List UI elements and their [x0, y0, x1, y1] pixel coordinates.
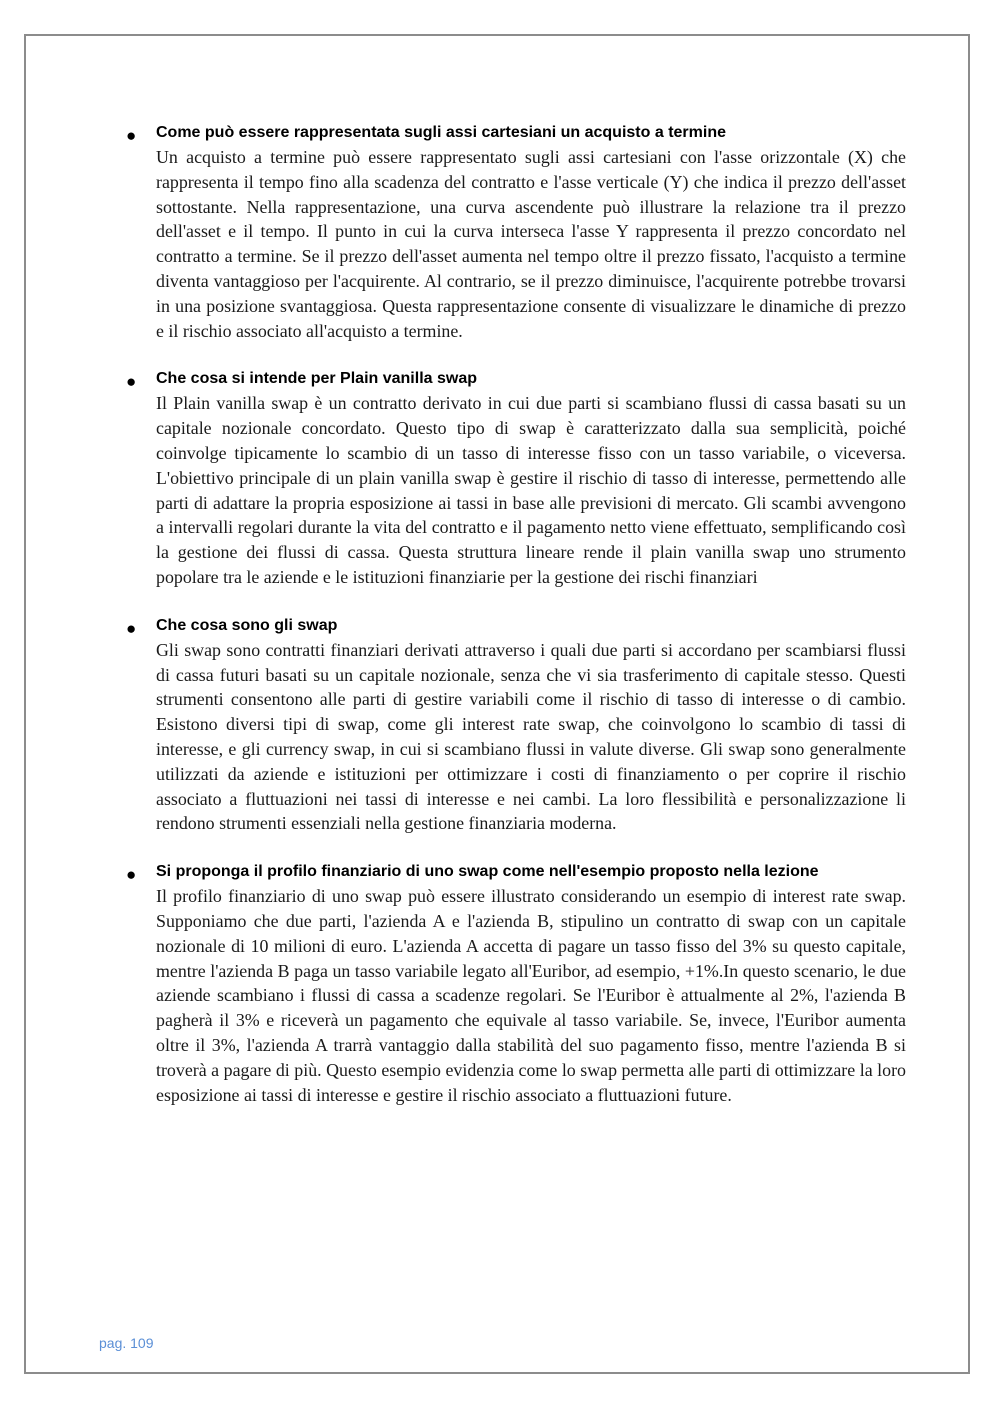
answer-paragraph: Il profilo finanziario di uno swap può essere illustrato considerando un esempio di interest rate swap. Supponiamo che due parti, l'azienda A e l'azienda B, stipulino un contratto di swap con un capitale nozionale di 10 milioni di euro. L'azienda A accetta di pagare un tasso fisso del 3% su questo capitale, mentre l'azienda B paga un tasso variabile legato all'Euribor, ad esempio, +1%.In questo scenario, le due aziende scambiano i flussi di cassa a scadenze regolari. Se l'Euribor è attualmente al 2%, l'azienda B pagherà il 3% e riceverà un pagamento che equivale al tasso variabile. Se, invece, l'Euribor aumenta oltre il 3%, l'azienda A trarrà vantaggio dalla stabilità del suo pagamento fisso, mentre l'azienda B si troverà a pagare di più. Questo esempio evidenzia come lo swap permetta alle parti di ottimizzare la loro esposizione ai tassi di interesse e gestire il rischio associato a fluttuazioni future.	[156, 886, 906, 1105]
answer-paragraph: Un acquisto a termine può essere rappresentato sugli assi cartesiani con l'asse orizzontale (X) che rappresenta il tempo fino alla scadenza del contratto e l'asse verticale (Y) che indica il prezzo dell'asset sottostante. Nella rappresentazione, una curva ascendente può illustrare la relazione tra il prezzo dell'asset e il tempo. Il punto in cui la curva interseca l'asse Y rappresenta il prezzo concordato nel contratto a termine. Se il prezzo dell'asset aumenta nel tempo oltre il prezzo fissato, l'acquisto a termine diventa vantaggioso per l'acquirente. Al contrario, se il prezzo diminuisce, l'acquirente potrebbe trovarsi in una posizione svantaggiosa. Questa rappresentazione consente di visualizzare le dinamiche di prezzo e il rischio associato all'acquisto a termine.	[156, 147, 906, 341]
bullet-icon: ●	[126, 372, 137, 392]
bullet-icon: ●	[126, 618, 137, 638]
answer-paragraph: Gli swap sono contratti finanziari derivati attraverso i quali due parti si accordano per scambiarsi flussi di cassa futuri basati su un capitale nozionale, senza che vi sia trasferimento di capitale stesso. Questi strumenti consentono alle parti di gestire variabili come il rischio di tasso di interesse o di cambio. Esistono diversi tipi di swap, come gli interest rate swap, che coinvolgono lo scambio di tassi di interesse, e gli currency swap, in cui si scambiano flussi in valute diverse. Gli swap sono generalmente utilizzati da aziende e istituzioni per ottimizzare i costi di finanziamento o per coprire il rischio associato a fluttuazioni nei tassi di interesse e nei cambi. La loro flessibilità e personalizzazione li rendono strumenti essenziali nella gestione finanziaria moderna.	[156, 639, 906, 834]
bullet-icon: ●	[126, 126, 137, 145]
qa-item	[124, 367, 906, 589]
answer-paragraph: Il Plain vanilla swap è un contratto derivato in cui due parti si scambiano flussi di cassa basati su un capitale nozionale concordato. Questo tipo di swap è caratterizzato dalla sua semplicità, poiché coinvolge tipicamente lo scambio di un tasso di interesse fisso con un tasso variabile, o viceversa. L'obiettivo principale di un plain vanilla swap è gestire il rischio di tasso di interesse, permettendo alle parti di adattare la propria esposizione ai tassi in base alle previsioni di mercato. Gli scambi avvengono a intervalli regolari durante la vita del contratto e il pagamento netto viene effettuato, semplificando così la gestione dei flussi di cassa. Questa struttura lineare rende il plain vanilla swap uno strumento popolare tra le aziende e le istituzioni finanziarie per la gestione dei rischi finanziari	[156, 393, 906, 587]
question-heading: Che cosa si intende per Plain vanilla swap	[156, 370, 477, 388]
document-body	[124, 120, 906, 1131]
question-heading: Come può essere rappresentata sugli assi cartesiani un acquisto a termine	[156, 124, 726, 141]
qa-item	[124, 860, 906, 1107]
qa-item	[124, 614, 906, 836]
question-heading: Si proponga il profilo finanziario di uno swap come nell'esempio proposto nella lezione	[156, 863, 819, 881]
question-heading: Che cosa sono gli swap	[156, 616, 338, 634]
qa-item	[124, 121, 906, 343]
bullet-icon: ●	[126, 865, 137, 885]
page-number: pag. 109	[99, 1335, 154, 1351]
